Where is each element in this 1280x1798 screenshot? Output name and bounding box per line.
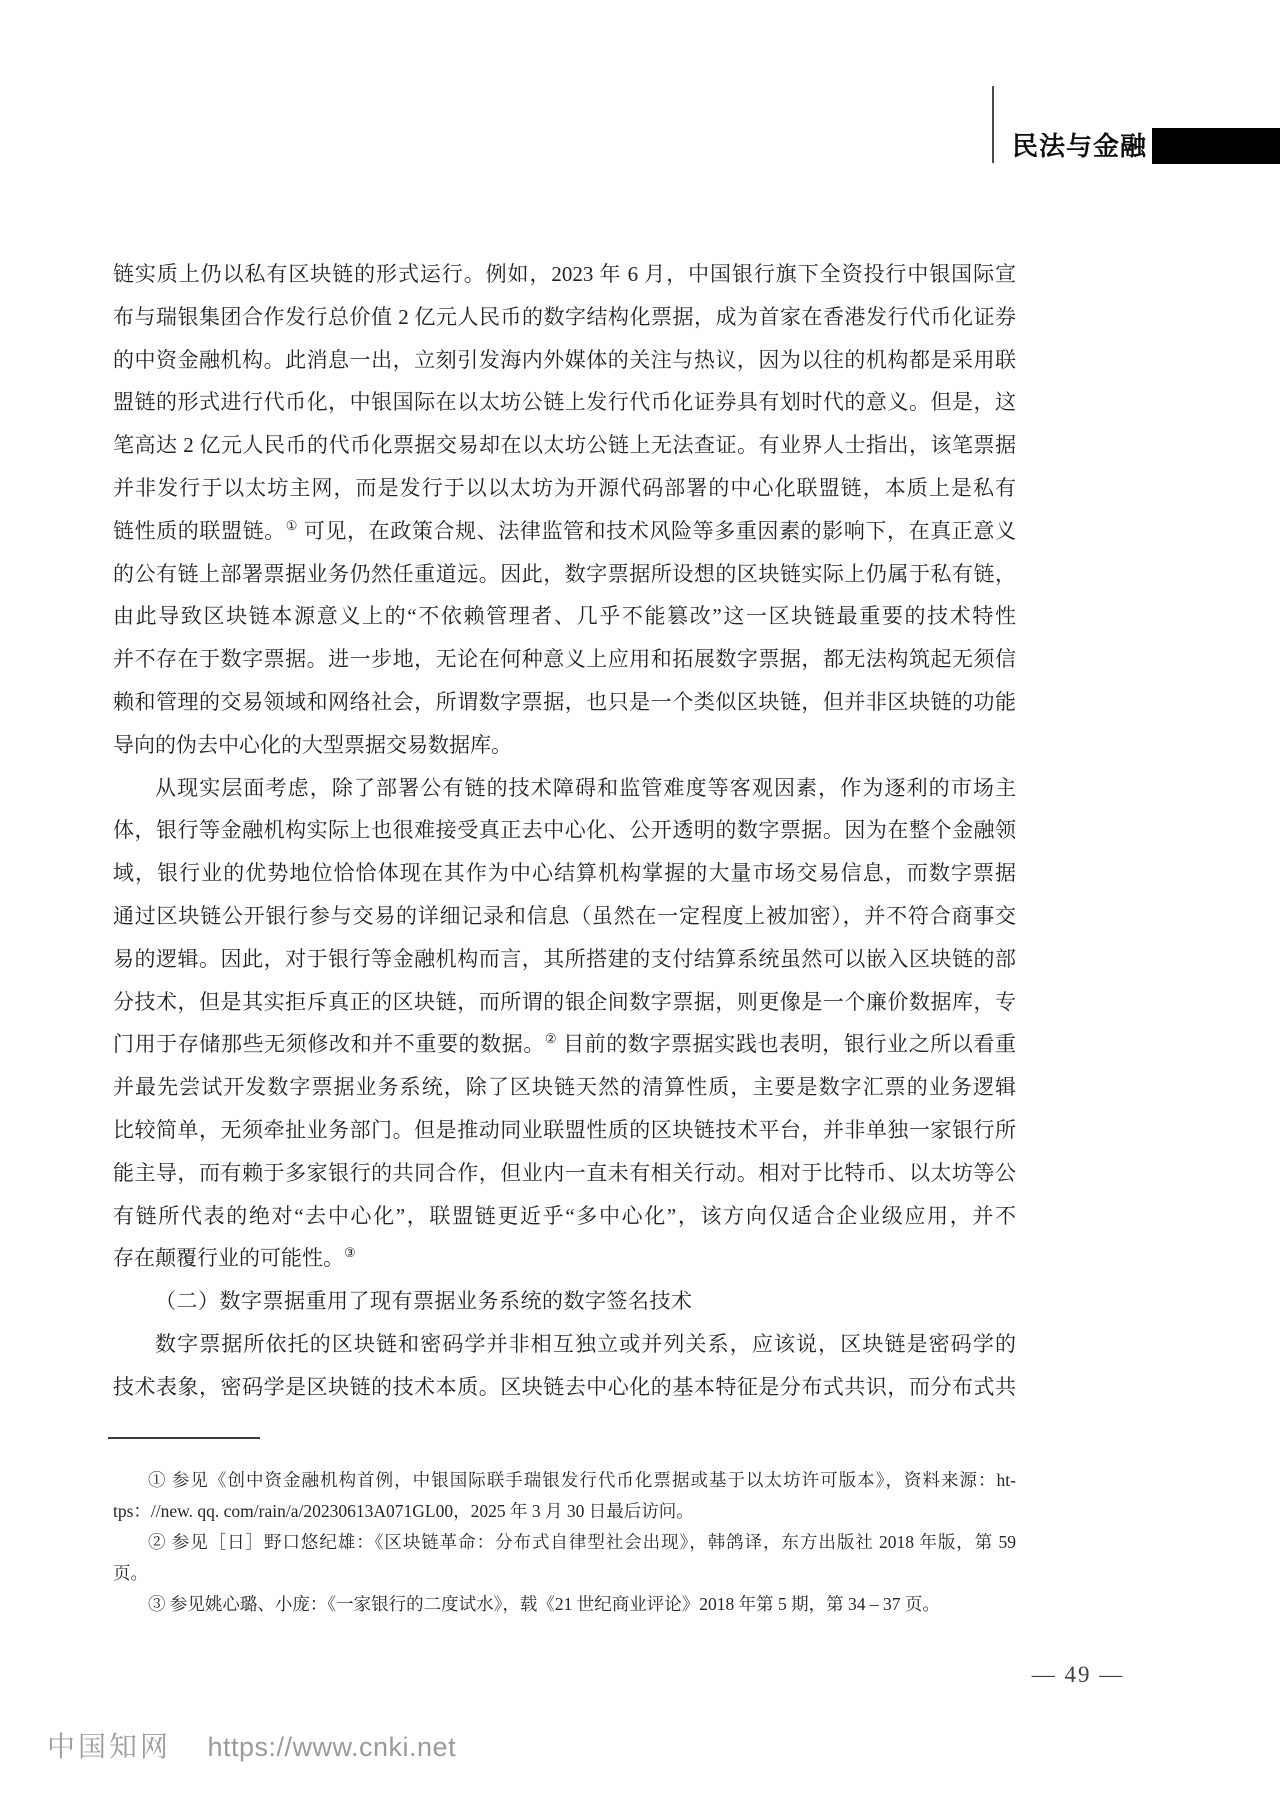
body-line: 赖和管理的交易领域和网络社会，所谓数字票据，也只是一个类似区块链，但并非区块链的功能 xyxy=(113,689,1016,714)
body-line: 通过区块链公开银行参与交易的详细记录和信息（虽然在一定程度上被加密），并不符合商事交 xyxy=(113,903,1016,928)
body-line: 能主导，而有赖于多家银行的共同合作，但业内一直未有相关行动。相对于比特币、以太坊等公 xyxy=(113,1160,1016,1185)
footnote-line: tps：//new. qq. com/rain/a/20230613A071GL00，2025 年 3 月 30 日最后访问。 xyxy=(113,1501,694,1521)
section-title: 民法与金融 xyxy=(1012,131,1148,161)
body-line: 易的逻辑。因此，对于银行等金融机构而言，其所搭建的支付结算系统虽然可以嵌入区块链的部 xyxy=(113,946,1016,971)
body-line: 比较简单，无须牵扯业务部门。但是推动同业联盟性质的区块链技术平台，并非单独一家银行所 xyxy=(113,1117,1016,1142)
section-heading: （二）数字票据重用了现有票据业务系统的数字签名技术 xyxy=(155,1289,693,1314)
body-line: 并非发行于以太坊主网，而是发行于以以太坊为开源代码部署的中心化联盟链，本质上是私有 xyxy=(113,475,1016,500)
body-line: 盟链的形式进行代币化，中银国际在以太坊公链上发行代币化证券具有划时代的意义。但是，这 xyxy=(113,390,1016,415)
footnote-line: ② 参见［日］野口悠纪雄：《区块链革命：分布式自律型社会出现》，韩鸽译，东方出版社 2018 年版，第 59 xyxy=(148,1532,1016,1552)
footnote-marker: ② xyxy=(544,1031,558,1047)
body-line: 的中资金融机构。此消息一出，立刻引发海内外媒体的关注与热议，因为以往的机构都是采用联 xyxy=(113,347,1016,372)
footnote-line: 页。 xyxy=(113,1563,148,1583)
header-divider-line xyxy=(992,86,994,163)
cnki-url: https://www.cnki.net xyxy=(207,1732,457,1762)
body-line: 体，银行等金融机构实际上也很难接受真正去中心化、公开透明的数字票据。因为在整个金融领 xyxy=(113,818,1016,843)
body-line: 并不存在于数字票据。进一步地，无论在何种意义上应用和拓展数字票据，都无法构筑起无须信 xyxy=(113,647,1016,672)
body-line: 存在颠覆行业的可能性。③ xyxy=(113,1245,356,1271)
body-line: 导向的伪去中心化的大型票据交易数据库。 xyxy=(113,732,512,757)
footnote-line: ① 参见《创中资金融机构首例，中银国际联手瑞银发行代币化票据或基于以太坊许可版本》，资料来源：ht- xyxy=(148,1470,1016,1490)
body-line: 数字票据所依托的区块链和密码学并非相互独立或并列关系，应该说，区块链是密码学的 xyxy=(155,1331,1016,1356)
footnote-line: ③ 参见姚心璐、小庞：《一家银行的二度试水》，载《21 世纪商业评论》2018 年第 5 期，第 34 – 37 页。 xyxy=(148,1594,940,1614)
footnotes xyxy=(113,1465,1016,1620)
footnote-separator xyxy=(108,1437,260,1439)
cnki-brand: 中国知网 xyxy=(47,1731,172,1762)
page-number: — 49 — xyxy=(1031,1662,1125,1687)
body-text xyxy=(113,253,1016,1409)
body-line: 门用于存储那些无须修改和并不重要的数据。② 目前的数字票据实践也表明，银行业之所以看重 xyxy=(113,1031,1017,1057)
body-line: 的公有链上部署票据业务仍然任重道远。因此，数字票据所设想的区块链实际上仍属于私有链， xyxy=(113,561,1016,586)
body-line: 域，银行业的优势地位恰恰体现在其作为中心结算机构掌握的大量市场交易信息，而数字票据 xyxy=(113,861,1016,886)
body-line: 布与瑞银集团合作发行总价值 2 亿元人民币的数字结构化票据，成为首家在香港发行代币化证券 xyxy=(113,304,1016,329)
body-line: 从现实层面考虑，除了部署公有链的技术障碍和监管难度等客观因素，作为逐利的市场主 xyxy=(155,775,1016,800)
body-line: 有链所代表的绝对“去中心化”，联盟链更近乎“多中心化”，该方向仅适合企业级应用，并不 xyxy=(113,1203,1016,1228)
header-black-bar xyxy=(1152,128,1280,164)
body-line: 分技术，但是其实拒斥真正的区块链，而所谓的银企间数字票据，则更像是一个廉价数据库，专 xyxy=(113,989,1016,1014)
body-line: 笔高达 2 亿元人民币的代币化票据交易却在以太坊公链上无法查证。有业界人士指出，该笔票据 xyxy=(113,433,1016,458)
watermark-footer xyxy=(47,1725,456,1765)
footnote-marker: ③ xyxy=(344,1245,356,1261)
body-line: 链性质的联盟链。① 可见，在政策合规、法律监管和技术风险等多重因素的影响下，在真正意义 xyxy=(113,517,1016,543)
body-line: 并最先尝试开发数字票据业务系统，除了区块链天然的清算性质，主要是数字汇票的业务逻辑 xyxy=(113,1075,1016,1100)
body-line: 链实质上仍以私有区块链的形式运行。例如，2023 年 6 月，中国银行旗下全资投行中银国际宣 xyxy=(113,262,1016,286)
body-line: 由此导致区块链本源意义上的“不依赖管理者、几乎不能篡改”这一区块链最重要的技术特性 xyxy=(113,604,1016,629)
body-line: 技术表象，密码学是区块链的技术本质。区块链去中心化的基本特征是分布式共识，而分布式共 xyxy=(113,1374,1016,1399)
footnote-marker: ① xyxy=(285,517,299,533)
